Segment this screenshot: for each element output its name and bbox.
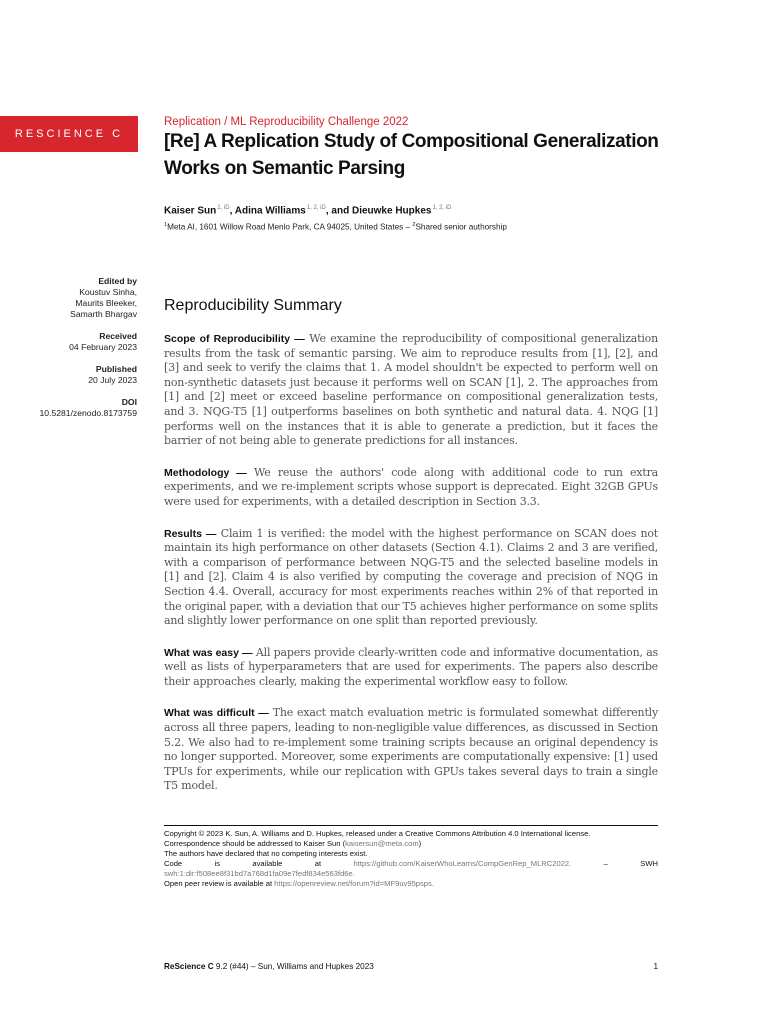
article-metadata-sidebar bbox=[17, 276, 137, 430]
peer-review-line bbox=[164, 879, 658, 889]
doi-label: DOI bbox=[121, 397, 137, 407]
author-separator: , bbox=[229, 205, 235, 217]
edited-by-label: Edited by bbox=[98, 276, 137, 286]
page-footer bbox=[164, 962, 658, 971]
affil-text: Meta AI, 1601 Willow Road Menlo Park, CA 94025, United States – bbox=[167, 222, 413, 232]
editors-group bbox=[17, 276, 137, 320]
affil-sup: 1 bbox=[164, 222, 168, 228]
section-text: We examine the reproducibility of compositional generalization results from the task of semantic parsing. We aim to reproduce results from [1], [2], and [3] and seek to verify the claims that 1. A model shouldn't be expected to perform well on non-synthetic datasets just because it performs well on SCAN [1], 2. The approaches from [1] and [2] meet or exceed baseline performance on compositional generalization tests, and 3. NQG-T5 [1] outperforms baselines on both synthetic and natural data. 4. NQG [1] performs well on the instances that it is able to generate a prediction, but it faces the barrier of not being able to generate predictions for all instances. bbox=[164, 332, 658, 448]
section-text: We reuse the authors' code along with additional code to run extra experiments, and we re-implement scripts whose support is deprecated. Eight 32GB GPUs were used for experiments, with a detailed description in Section 3.3. bbox=[164, 465, 659, 508]
section-text: Claim 1 is verified: the model with the highest performance on SCAN does not maintain its high performance on other datasets (Section 4.1). Claims 2 and 3 are verified, with a comparison of performance between NQG-T5 and the selected baseline models in [1] and [2]. Claim 4 is also verified by computing the coverage and precision of NQG in Section 4.4. Overall, accuracy for most experiments reaches within 2% of that reported in the original paper, with a deviation that our T5 achieves higher performance on some splits and slightly lower performance on one split than reported previously. bbox=[164, 526, 659, 628]
author-affil-sup: 1, iD bbox=[217, 205, 230, 211]
section-label: Results — bbox=[164, 527, 217, 540]
correspondence-text: Correspondence should be addressed to Kaiser Sun ( bbox=[164, 839, 346, 848]
section-methodology bbox=[164, 466, 658, 510]
section-label: Methodology — bbox=[164, 466, 247, 479]
footer-rule bbox=[164, 825, 658, 826]
doi-value[interactable]: 10.5281/zenodo.8173759 bbox=[39, 408, 137, 418]
peer-review-text: Open peer review is available at bbox=[164, 879, 275, 888]
author-affil-sup: 1, 2, iD bbox=[432, 205, 452, 211]
rescience-banner: RESCIENCE C bbox=[0, 116, 138, 152]
doi-group bbox=[17, 397, 137, 419]
author-affil-sup: 1, 2, iD bbox=[306, 205, 326, 211]
received-date: 04 February 2023 bbox=[69, 342, 137, 352]
published-group bbox=[17, 364, 137, 386]
code-word: available bbox=[252, 859, 283, 868]
affil-sup: 2 bbox=[412, 222, 416, 228]
section-label: What was difficult — bbox=[164, 707, 269, 720]
code-word: at bbox=[314, 859, 322, 868]
published-date: 20 July 2023 bbox=[88, 375, 137, 385]
author-name[interactable]: Adina Williams bbox=[234, 205, 306, 217]
code-word: is bbox=[214, 859, 221, 868]
author-separator: , and bbox=[325, 205, 352, 217]
series-label: Replication / ML Reproducibility Challenge 2022 bbox=[164, 116, 409, 128]
code-swh-label: SWH bbox=[640, 859, 658, 868]
section-scope bbox=[164, 332, 658, 449]
editor-name: Maurits Bleeker, bbox=[75, 298, 137, 308]
affil-text: Shared senior authorship bbox=[415, 222, 507, 232]
section-label: What was easy — bbox=[164, 646, 253, 659]
received-group bbox=[17, 331, 137, 353]
copyright-line: Copyright © 2023 K. Sun, A. Williams and D. Hupkes, released under a Creative Commons Attribution 4.0 International license. bbox=[164, 829, 591, 838]
page-number: 1 bbox=[653, 962, 658, 971]
section-easy bbox=[164, 646, 658, 690]
citation-text: 9.2 (#44) – Sun, Williams and Hupkes 2023 bbox=[213, 962, 374, 971]
correspondence-email-link[interactable]: kaisersun@meta.com bbox=[345, 839, 419, 848]
paper-title: [Re] A Replication Study of Compositional Generalization Works on Semantic Parsing bbox=[164, 131, 659, 179]
editor-name: Koustuv Sinha, bbox=[79, 287, 137, 297]
section-text: The exact match evaluation metric is formulated somewhat differently across all three papers, leading to non-negligible value differences, as discussed in Section 5.2. We also had to re-implement some training scripts because an original dependency is no longer supported. Moreover, some experiments are computationally expensive: [1] used TPUs for experiments, while our replication with GPUs takes several days to train a single T5 model. bbox=[164, 706, 658, 793]
section-results bbox=[164, 527, 658, 629]
code-word: Code bbox=[164, 859, 183, 868]
peer-review-link[interactable]: https://openreview.net/forum?id=MF9uv95psps. bbox=[274, 879, 434, 888]
summary-body bbox=[164, 332, 658, 811]
competing-interests-line: The authors have declared that no competing interests exist. bbox=[164, 849, 368, 858]
section-label: Scope of Reproducibility — bbox=[164, 333, 305, 345]
code-dash: – bbox=[603, 859, 608, 868]
correspondence-line bbox=[164, 839, 658, 849]
code-availability-line bbox=[164, 859, 658, 869]
footer-notes bbox=[164, 829, 658, 889]
affiliation bbox=[164, 222, 507, 232]
published-label: Published bbox=[95, 364, 137, 374]
correspondence-close: ) bbox=[418, 839, 422, 848]
summary-heading: Reproducibility Summary bbox=[164, 297, 342, 314]
section-text: All papers provide clearly-written code and informative documentation, as well as lists of hyperparameters that are used for experiments. The papers also describe their approaches clearly, making the experimental workflow easy to follow. bbox=[164, 645, 658, 688]
author-name[interactable]: Dieuwke Hupkes bbox=[351, 205, 432, 217]
author-name[interactable]: Kaiser Sun bbox=[164, 205, 217, 217]
author-list bbox=[164, 205, 451, 216]
journal-name: ReScience C bbox=[164, 962, 214, 971]
journal-citation bbox=[164, 962, 374, 971]
swh-id-link[interactable]: swh:1:dir:f508ee8f31bd7a768d1fa09e7fedf834e563fd6e. bbox=[164, 869, 355, 878]
editor-name: Samarth Bhargav bbox=[70, 309, 137, 319]
code-repo-link[interactable]: https://github.com/KaiserWhoLearns/CompGenRep_MLRC2022. bbox=[353, 859, 572, 868]
received-label: Received bbox=[99, 331, 137, 341]
section-difficult bbox=[164, 706, 658, 794]
